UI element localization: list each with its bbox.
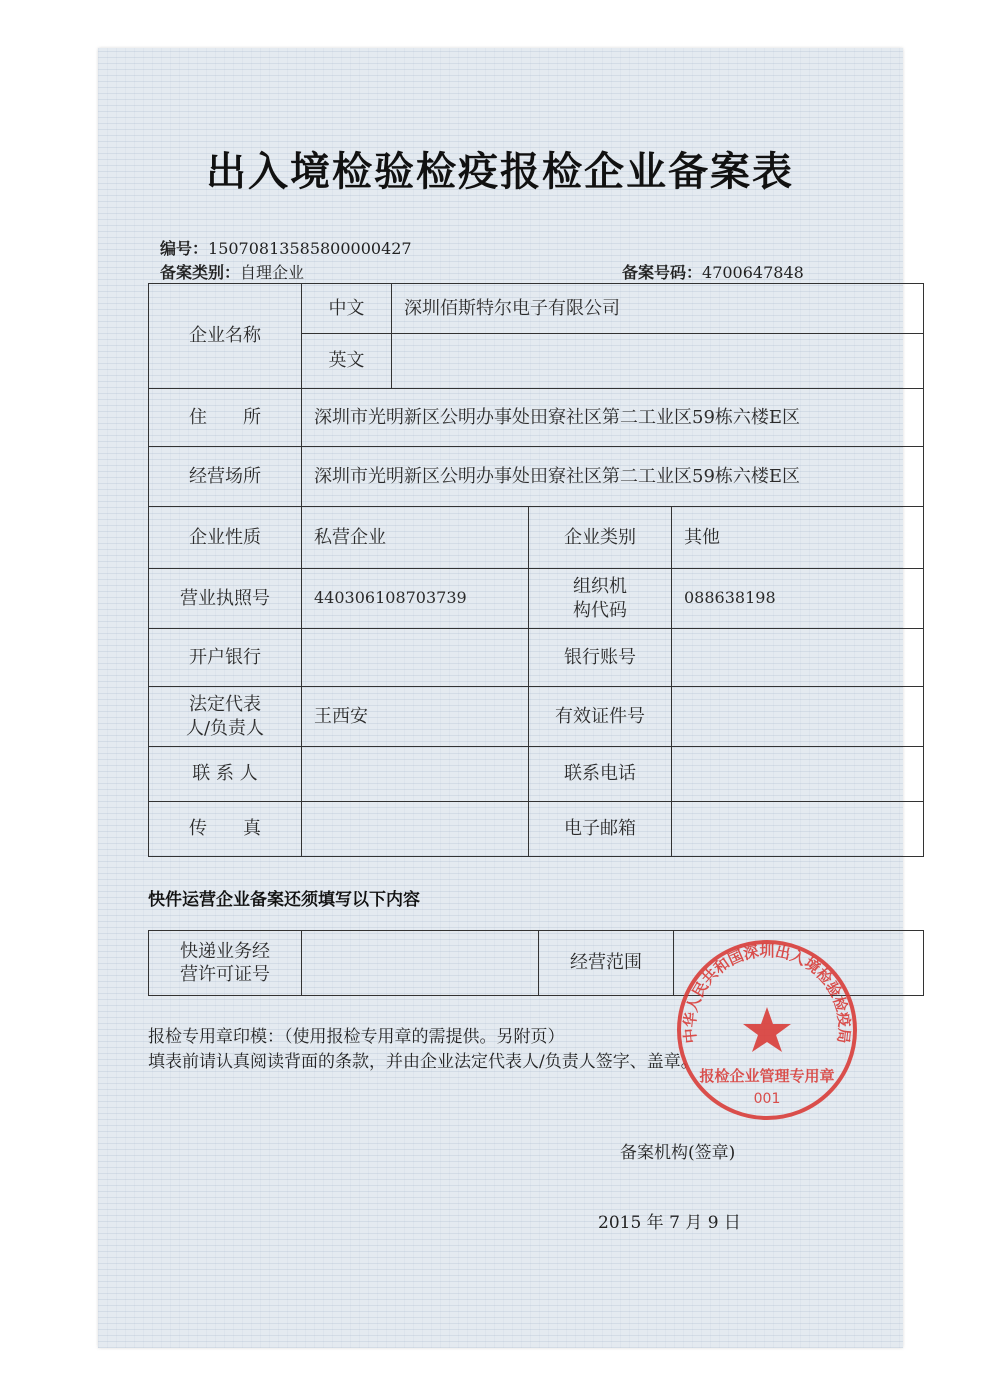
type-label: 企业类别 <box>529 507 672 569</box>
address-value: 深圳市光明新区公明办事处田寮社区第二工业区59栋六楼E区 <box>302 389 924 447</box>
serial-label: 编号： <box>160 239 209 258</box>
account-value <box>672 629 924 687</box>
official-seal <box>672 935 862 1125</box>
legal-rep-label-line1: 法定代表 <box>189 694 261 716</box>
account-label: 银行账号 <box>529 629 672 687</box>
email-label: 电子邮箱 <box>529 802 672 857</box>
seal-ring-text: 中华人民共和国深圳出入境检验检疫局 <box>680 942 854 1045</box>
phone-label: 联系电话 <box>529 747 672 802</box>
permit-label-line2: 营许可证号 <box>180 964 270 985</box>
seal-number: 001 <box>753 1091 781 1107</box>
fax-value <box>302 802 529 857</box>
fax-label: 传 真 <box>149 802 302 857</box>
bank-label: 开户银行 <box>149 629 302 687</box>
permit-value <box>302 931 539 996</box>
serial-number <box>160 236 412 259</box>
registration-table <box>148 283 924 857</box>
license-value: 440306108703739 <box>302 569 529 629</box>
english-label: 英文 <box>302 334 392 389</box>
legal-rep-value: 王西安 <box>302 687 529 747</box>
record-org-label: 备案机构(签章) <box>620 1143 736 1163</box>
permit-label <box>149 931 302 996</box>
scope-label: 经营范围 <box>539 931 674 996</box>
instruction-note: 填表前请认真阅读背面的条款，并由企业法定代表人/负责人签字、盖章。 <box>148 1052 698 1072</box>
category-value: 自理企业 <box>240 263 305 282</box>
english-name-value <box>392 334 924 389</box>
record-date: 2015 年 7 月 9 日 <box>598 1213 741 1233</box>
business-place-label: 经营场所 <box>149 447 302 507</box>
type-value: 其他 <box>672 507 924 569</box>
company-name-label: 企业名称 <box>149 284 302 389</box>
serial-value: 15070813585800000427 <box>208 239 412 258</box>
category-label: 备案类别： <box>160 263 241 282</box>
id-label: 有效证件号 <box>529 687 672 747</box>
record-number <box>622 260 804 283</box>
org-code-label <box>529 569 672 629</box>
seal-center-text: 报检企业管理专用章 <box>699 1067 835 1085</box>
contact-value <box>302 747 529 802</box>
record-category <box>160 260 304 283</box>
email-value <box>672 802 924 857</box>
org-code-label-line2: 构代码 <box>573 599 627 621</box>
bank-value <box>302 629 529 687</box>
id-value <box>672 687 924 747</box>
seal-star-icon <box>743 1007 791 1052</box>
chinese-label: 中文 <box>302 284 392 334</box>
permit-label-line1: 快递业务经 <box>180 940 270 962</box>
nature-value: 私营企业 <box>302 507 529 569</box>
nature-label: 企业性质 <box>149 507 302 569</box>
org-code-value: 088638198 <box>672 569 924 629</box>
license-label: 营业执照号 <box>149 569 302 629</box>
seal-note: 报检专用章印模：（使用报检专用章的需提供。另附页） <box>148 1027 565 1047</box>
express-section-heading: 快件运营企业备案还须填写以下内容 <box>148 890 420 910</box>
record-no-label: 备案号码： <box>622 263 703 282</box>
chinese-name-value: 深圳佰斯特尔电子有限公司 <box>392 284 924 334</box>
address-label: 住 所 <box>149 389 302 447</box>
page-title: 出入境检验检疫报检企业备案表 <box>206 148 794 195</box>
phone-value <box>672 747 924 802</box>
business-place-value: 深圳市光明新区公明办事处田寮社区第二工业区59栋六楼E区 <box>302 447 924 507</box>
record-no-value: 4700647848 <box>702 263 804 282</box>
legal-rep-label <box>149 687 302 747</box>
contact-label: 联 系 人 <box>149 747 302 802</box>
legal-rep-label-line2: 人/负责人 <box>185 717 265 739</box>
org-code-label-line1: 组织机 <box>573 576 627 598</box>
